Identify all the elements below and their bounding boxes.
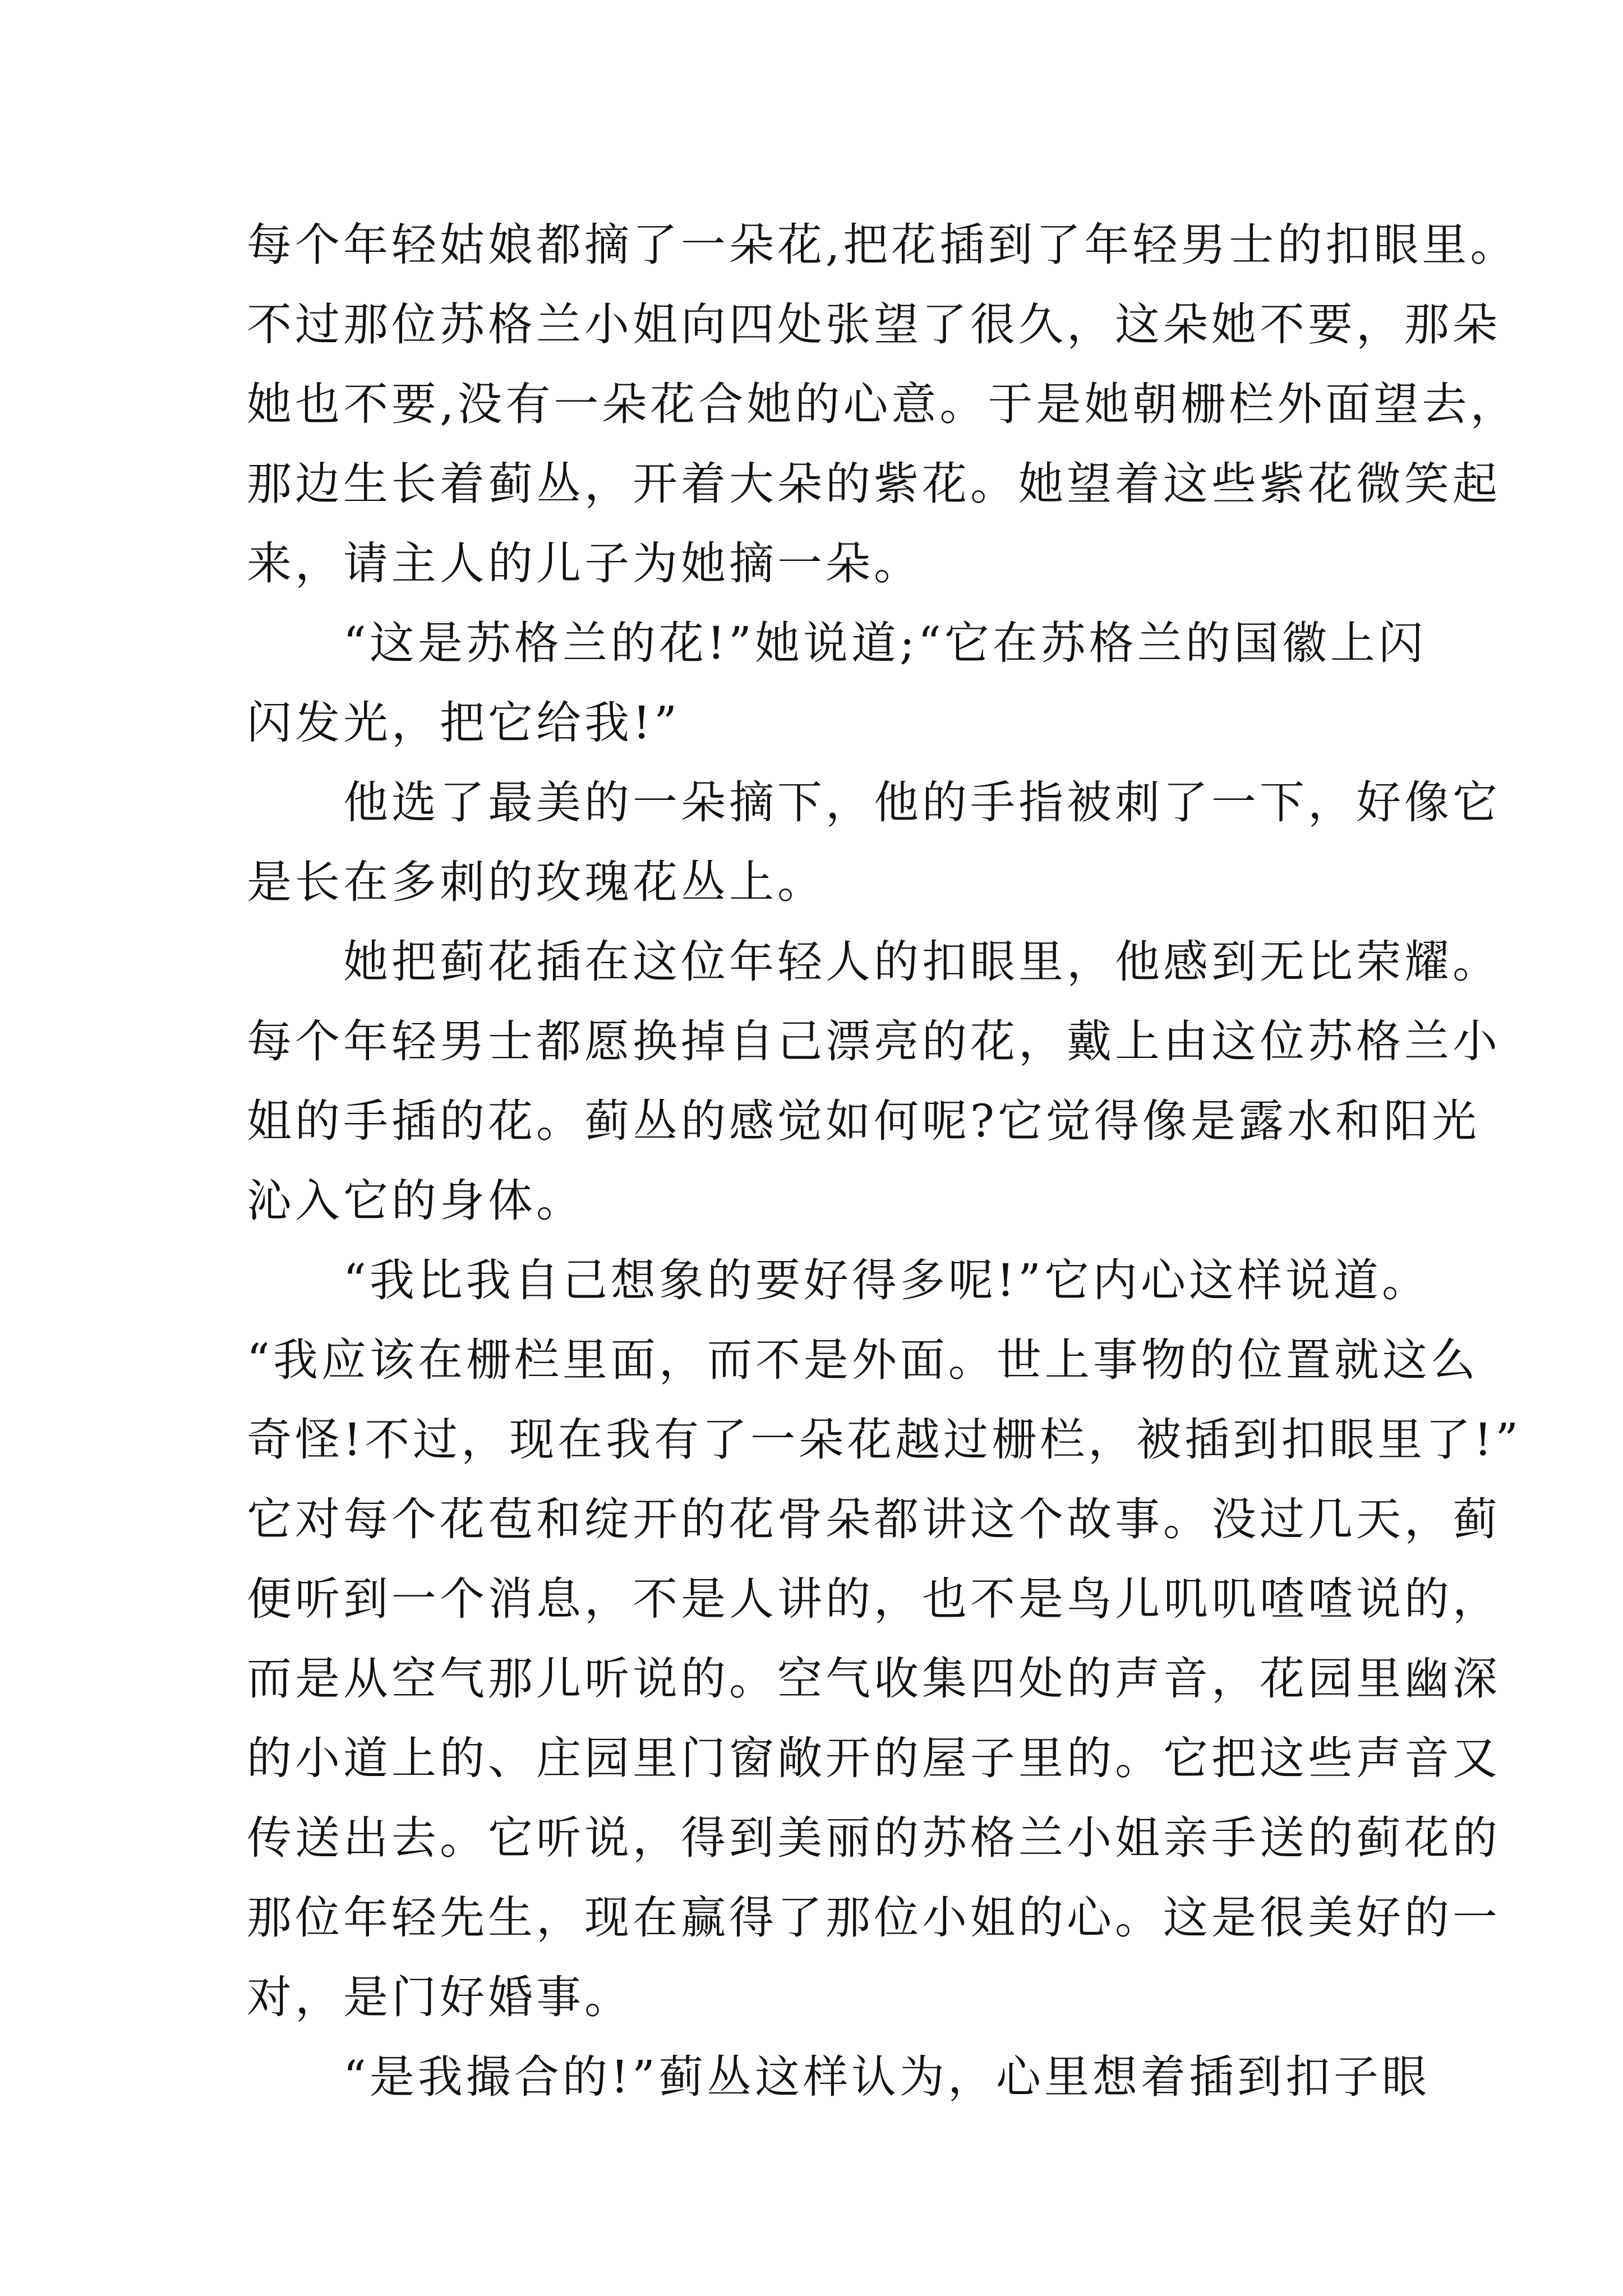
text-line: “我应该在栅栏里面，而不是外面。世上事物的位置就这么 — [247, 1334, 1479, 1386]
text-line: 的小道上的、庄园里门窗敞开的屋子里的。它把这些声音又 — [247, 1732, 1501, 1784]
text-line: 她也不要,没有一朵花合她的心意。于是她朝栅栏外面望去， — [247, 378, 1519, 430]
text-line: 对，是门好婚事。 — [247, 1971, 633, 2023]
text-line: 它对每个花苞和绽开的花骨朵都讲这个故事。没过几天，蓟 — [247, 1493, 1501, 1545]
text-line: “是我撮合的!”蓟丛这样认为，心里想着插到扣子眼 — [247, 2051, 1430, 2103]
body-text — [247, 205, 1522, 2117]
text-line: 她把蓟花插在这位年轻人的扣眼里，他感到无比荣耀。 — [247, 936, 1501, 988]
text-line: 沁入它的身体。 — [247, 1175, 584, 1227]
text-line: 每个年轻男士都愿换掉自己漂亮的花，戴上由这位苏格兰小 — [247, 1015, 1501, 1068]
text-line: 不过那位苏格兰小姐向四处张望了很久，这朵她不要，那朵 — [247, 298, 1501, 351]
text-line: 是长在多刺的玫瑰花丛上。 — [247, 856, 826, 908]
text-line: 奇怪!不过，现在我有了一朵花越过栅栏，被插到扣眼里了!” — [247, 1414, 1522, 1466]
text-line: 闪发光，把它给我!” — [247, 697, 681, 749]
text-line: 便听到一个消息，不是人讲的，也不是鸟儿叽叽喳喳说的， — [247, 1573, 1501, 1625]
text-line: “我比我自己想象的要好得多呢!”它内心这样说道。 — [247, 1254, 1430, 1306]
text-line: 那位年轻先生，现在赢得了那位小姐的心。这是很美好的一 — [247, 1892, 1501, 1944]
text-line: 姐的手插的花。蓟丛的感觉如何呢?它觉得像是露水和阳光 — [247, 1095, 1480, 1147]
text-line: 每个年轻姑娘都摘了一朵花,把花插到了年轻男士的扣眼里。 — [247, 219, 1519, 271]
text-line: 那边生长着蓟丛，开着大朵的紫花。她望着这些紫花微笑起 — [247, 458, 1501, 510]
text-line: 而是从空气那儿听说的。空气收集四处的声音，花园里幽深 — [247, 1653, 1501, 1705]
text-line: 传送出去。它听说，得到美丽的苏格兰小姐亲手送的蓟花的 — [247, 1812, 1501, 1864]
text-line: 他选了最美的一朵摘下，他的手指被刺了一下，好像它 — [247, 776, 1501, 829]
text-line: “这是苏格兰的花!”她说道;“它在苏格兰的国徽上闪 — [247, 617, 1427, 669]
text-line: 来，请主人的儿子为她摘一朵。 — [247, 537, 922, 590]
